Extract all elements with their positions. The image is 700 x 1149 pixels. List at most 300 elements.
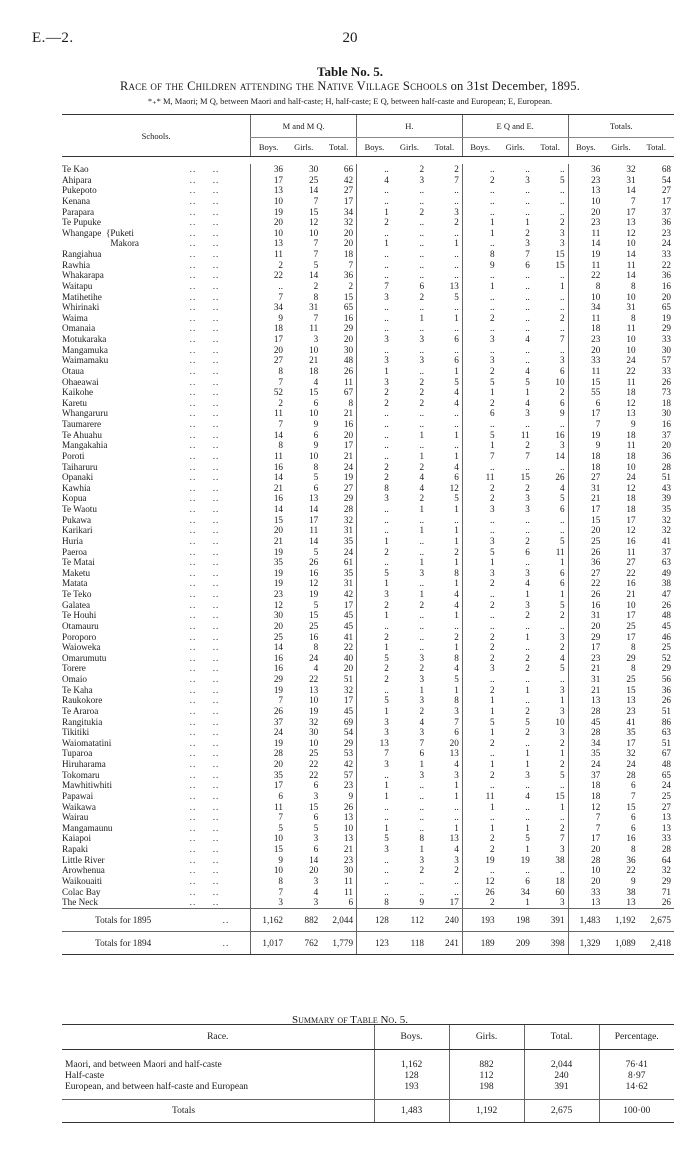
table-row bbox=[62, 525, 674, 536]
cell-value: .. bbox=[419, 344, 425, 355]
cell-value: 32 bbox=[661, 865, 671, 876]
cell-value: 29 bbox=[568, 632, 603, 643]
cell-value: 48 bbox=[661, 759, 671, 769]
cell-value: 7 bbox=[454, 716, 459, 727]
school-group-name: Whangape bbox=[62, 227, 102, 238]
cell-value: 35 bbox=[568, 748, 603, 759]
cell-value: 2 bbox=[454, 865, 459, 876]
cell-value: 4 bbox=[313, 376, 319, 387]
cell-value: 17 bbox=[309, 514, 319, 525]
page-number: 20 bbox=[342, 30, 358, 46]
cell-value: 7 bbox=[559, 334, 565, 344]
cell-value: 1 bbox=[454, 578, 459, 589]
cell-value: 23 bbox=[343, 854, 354, 865]
school-name: Te Matai bbox=[62, 557, 95, 568]
cell-value: 49 bbox=[661, 567, 671, 578]
cell-value: 9 bbox=[348, 790, 354, 801]
cell-value: 29 bbox=[661, 663, 671, 674]
cell-value: 1 bbox=[454, 684, 459, 695]
cell-value: 2 bbox=[357, 632, 392, 643]
cell-value: 20 bbox=[343, 238, 354, 249]
cell-value: 2 bbox=[419, 397, 425, 408]
leader-dots: .. .. bbox=[186, 493, 220, 504]
leader-dots: .. .. bbox=[186, 429, 220, 440]
cell-value: 2 bbox=[454, 631, 459, 642]
cell-value: 45 bbox=[343, 620, 354, 631]
cell-value: 63 bbox=[661, 557, 671, 568]
school-name: Te Waotu bbox=[62, 504, 97, 514]
table-row bbox=[62, 313, 674, 324]
cell-value: 17 bbox=[343, 195, 354, 206]
cell-value: 19 bbox=[251, 207, 286, 218]
cell-value: 2 bbox=[419, 164, 425, 174]
cell-value: 1 bbox=[462, 557, 497, 568]
cell-value: 1 bbox=[559, 801, 565, 812]
cell-value: 2,044 bbox=[321, 908, 356, 931]
cell-value: 7 bbox=[251, 812, 286, 823]
cell-value: 7 bbox=[251, 695, 286, 706]
cell-value: 51 bbox=[661, 737, 671, 748]
subheader-total: Total. bbox=[639, 138, 674, 157]
cell-value: 3 bbox=[559, 238, 565, 249]
cell-value: 1 bbox=[462, 217, 497, 228]
cell-value: 2 bbox=[525, 227, 530, 238]
cell-value: 37 bbox=[661, 206, 671, 217]
cell-value: 73 bbox=[661, 387, 671, 398]
cell-value: 3 bbox=[357, 493, 392, 504]
cell-value: 19 bbox=[661, 312, 671, 323]
cell-value: .. bbox=[419, 259, 425, 270]
cell-value: .. bbox=[454, 514, 459, 525]
cell-value: .. bbox=[559, 780, 565, 791]
cell-value: 118 bbox=[392, 931, 427, 954]
cell-value: 23 bbox=[568, 653, 603, 664]
leader-dots: .. bbox=[184, 931, 250, 954]
cell-value: 4 bbox=[419, 472, 425, 483]
school-name: Taumarere bbox=[62, 419, 102, 429]
cell-value: 33 bbox=[661, 334, 671, 344]
cell-value: 36 bbox=[661, 684, 671, 695]
cell-value: 7 bbox=[525, 249, 530, 259]
cell-value: 23 bbox=[568, 334, 603, 345]
cell-value: 12 bbox=[626, 525, 636, 536]
school-name: Te Teko bbox=[62, 589, 92, 599]
cell-value: 30 bbox=[343, 865, 354, 876]
leader-dots: .. .. bbox=[186, 865, 220, 876]
cell-value: 10 bbox=[626, 461, 636, 472]
cell-value: 69 bbox=[343, 716, 354, 727]
cell-value: .. bbox=[357, 164, 392, 175]
summary-row bbox=[62, 1082, 674, 1100]
cell-value: .. bbox=[357, 408, 392, 419]
cell-value: 882 bbox=[286, 908, 321, 931]
cell-value: 8 bbox=[454, 567, 459, 578]
cell-value: 29 bbox=[251, 674, 286, 685]
cell-value: 3 bbox=[419, 727, 425, 738]
summary-totals-label: Totals bbox=[62, 1100, 374, 1123]
cell-value: 34 bbox=[568, 738, 603, 749]
table-row bbox=[62, 440, 674, 451]
cell-value: 10 bbox=[251, 865, 286, 876]
cell-value: 2 bbox=[357, 387, 392, 398]
totals-label: Totals for 1895 bbox=[62, 908, 184, 931]
cell-value: 2 bbox=[462, 897, 497, 908]
cell-value: 25 bbox=[626, 674, 636, 684]
cell-value: 3 bbox=[462, 504, 497, 515]
cell-value: 15 bbox=[555, 249, 565, 259]
cell-value: 2 bbox=[454, 217, 459, 228]
school-name: Rapaki bbox=[62, 844, 89, 854]
cell-value: 17 bbox=[626, 737, 636, 748]
cell-value: 3 bbox=[251, 897, 286, 908]
cell-value: 33 bbox=[661, 833, 671, 844]
summary-header-race: Race. bbox=[62, 1025, 374, 1050]
cell-value: 18 bbox=[626, 429, 636, 440]
cell-value: 1,329 bbox=[568, 931, 603, 954]
school-name: Matihetihe bbox=[62, 291, 102, 302]
table-row bbox=[62, 600, 674, 611]
cell-value: .. bbox=[357, 865, 392, 876]
cell-value: 1 bbox=[462, 706, 497, 717]
cell-value: .. bbox=[357, 685, 392, 696]
cell-value: 5 bbox=[559, 599, 565, 610]
cell-value: 7 bbox=[454, 174, 459, 185]
cell-value: 3 bbox=[357, 355, 392, 366]
table-row bbox=[62, 462, 674, 473]
cell-value: 1 bbox=[357, 823, 392, 834]
cell-value: 3 bbox=[419, 652, 425, 663]
cell-value: 2 bbox=[419, 376, 425, 387]
cell-value: .. bbox=[462, 302, 497, 313]
cell-value: 5 bbox=[559, 769, 565, 780]
cell-value: 19 bbox=[520, 854, 530, 865]
cell-value: 25 bbox=[309, 620, 319, 631]
cell-value: 2 bbox=[525, 440, 530, 451]
cell-value: 41 bbox=[343, 631, 354, 642]
table-row bbox=[62, 345, 674, 356]
cell-value: .. bbox=[525, 812, 530, 823]
table-row bbox=[62, 876, 674, 887]
cell-value: .. bbox=[462, 238, 497, 249]
cell-value: 2 bbox=[462, 313, 497, 324]
cell-value: 28 bbox=[661, 461, 671, 472]
school-name: Te Pupuke bbox=[62, 217, 101, 228]
cell-value: 1 bbox=[525, 387, 530, 398]
cell-value: 4 bbox=[313, 663, 319, 674]
cell-value: 20 bbox=[568, 621, 603, 632]
cell-value: 16 bbox=[661, 280, 671, 291]
cell-value: .. bbox=[357, 440, 392, 451]
cell-value: 3 bbox=[559, 727, 565, 738]
cell-value: .. bbox=[357, 196, 392, 207]
cell-value: 9 bbox=[559, 408, 565, 419]
subheader-boys: Boys. bbox=[251, 138, 286, 157]
cell-value: 26 bbox=[251, 706, 286, 717]
school-name: Paeroa bbox=[62, 546, 87, 557]
school-name: Colac Bay bbox=[62, 886, 101, 897]
table-row bbox=[62, 334, 674, 345]
cell-value: 9 bbox=[313, 440, 319, 451]
cell-value: 1 bbox=[454, 525, 459, 536]
cell-value: .. bbox=[419, 822, 425, 833]
group-header-eqe: E Q and E. bbox=[462, 115, 568, 138]
leader-dots: .. .. bbox=[186, 514, 220, 525]
cell-value: .. bbox=[454, 419, 459, 429]
leader-dots: .. .. bbox=[186, 546, 220, 557]
cell-value: 4 bbox=[454, 759, 459, 769]
cell-value: 21 bbox=[626, 589, 636, 599]
page-code: E.—2. bbox=[32, 30, 74, 46]
leader-dots: .. .. bbox=[186, 769, 220, 780]
table-row bbox=[62, 185, 674, 196]
cell-value: 30 bbox=[343, 344, 354, 355]
cell-value: 10 bbox=[555, 376, 565, 387]
cell-value: 20 bbox=[309, 865, 319, 876]
cell-value: 17 bbox=[343, 440, 354, 451]
cell-value: .. bbox=[525, 780, 530, 791]
cell-value: 28 bbox=[568, 855, 603, 866]
cell-value: 11 bbox=[309, 525, 319, 536]
cell-value: 6 bbox=[454, 334, 459, 344]
cell-value: .. bbox=[462, 780, 497, 791]
cell-value: 13 bbox=[626, 408, 636, 419]
cell-value: 24 bbox=[626, 355, 636, 366]
cell-value: 7 bbox=[348, 259, 354, 270]
cell-value: 2 bbox=[419, 387, 425, 398]
cell-value: 11 bbox=[344, 886, 354, 897]
cell-value: 1 bbox=[454, 504, 459, 514]
cell-value: 3 bbox=[462, 355, 497, 366]
cell-value: 28 bbox=[568, 727, 603, 738]
cell-value: 6 bbox=[348, 897, 354, 908]
school-name: Waima bbox=[62, 312, 88, 323]
table-row bbox=[62, 472, 674, 483]
table-row bbox=[62, 621, 674, 632]
cell-value: .. bbox=[462, 462, 497, 473]
cell-value: 26 bbox=[568, 589, 603, 600]
cell-value: 27 bbox=[568, 472, 603, 483]
cell-value: 5 bbox=[525, 376, 530, 387]
cell-value: 16 bbox=[661, 419, 671, 429]
cell-value: .. bbox=[559, 674, 565, 684]
summary-race: Maori, and between Maori and half-caste bbox=[65, 1060, 222, 1070]
cell-value: 27 bbox=[661, 801, 671, 812]
school-name: Little River bbox=[62, 854, 105, 865]
cell-value: 12 bbox=[568, 802, 603, 813]
cell-value: 19 bbox=[309, 705, 319, 716]
summary-totals-pct: 100·00 bbox=[599, 1100, 674, 1123]
cell-value: 5 bbox=[313, 822, 319, 833]
cell-value: 8 bbox=[630, 844, 636, 854]
subheader-total: Total. bbox=[533, 138, 568, 157]
cell-value: .. bbox=[419, 227, 425, 238]
school-name: Mangakahia bbox=[62, 440, 108, 451]
cell-value: 5 bbox=[357, 653, 392, 664]
cell-value: 13 bbox=[626, 897, 636, 908]
cell-value: 7 bbox=[568, 419, 603, 430]
table-row bbox=[62, 196, 674, 207]
cell-value: 1 bbox=[357, 610, 392, 621]
school-name: Omanaia bbox=[62, 323, 96, 334]
cell-value: 15 bbox=[568, 377, 603, 388]
brace-glyph: { bbox=[106, 227, 111, 238]
cell-value: 30 bbox=[661, 408, 671, 419]
cell-value: 18 bbox=[661, 397, 671, 408]
cell-value: 19 bbox=[309, 589, 319, 599]
cell-value: 32 bbox=[626, 748, 636, 759]
leader-dots: .. .. bbox=[186, 355, 220, 366]
cell-value: .. bbox=[357, 419, 392, 430]
cell-value: 2 bbox=[462, 642, 497, 653]
cell-value: 20 bbox=[251, 217, 286, 228]
cell-value: 4 bbox=[525, 397, 530, 408]
cell-value: .. bbox=[357, 228, 392, 239]
cell-value: 32 bbox=[343, 217, 354, 228]
cell-value: 37 bbox=[661, 546, 671, 557]
cell-value: 3 bbox=[419, 674, 425, 684]
cell-value: 240 bbox=[427, 908, 462, 931]
summary-girls: 882 bbox=[449, 1050, 524, 1072]
cell-value: 14 bbox=[309, 535, 319, 546]
cell-value: 8 bbox=[630, 312, 636, 323]
cell-value: 11 bbox=[626, 440, 636, 451]
cell-value: .. bbox=[525, 865, 530, 876]
cell-value: 11 bbox=[626, 546, 636, 557]
cell-value: .. bbox=[525, 674, 530, 684]
cell-value: 31 bbox=[626, 302, 636, 313]
cell-value: .. bbox=[419, 535, 425, 546]
school-name: Omarumutu bbox=[62, 652, 107, 663]
cell-value: 2 bbox=[462, 653, 497, 664]
cell-value: 2 bbox=[559, 217, 565, 228]
cell-value: 123 bbox=[357, 931, 392, 954]
cell-value: 13 bbox=[251, 185, 286, 196]
table-row bbox=[62, 770, 674, 781]
cell-value: 9 bbox=[419, 897, 425, 908]
cell-value: 8 bbox=[454, 695, 459, 706]
cell-value: 1 bbox=[357, 706, 392, 717]
cell-value: 16 bbox=[555, 429, 565, 440]
cell-value: 37 bbox=[661, 429, 671, 440]
leader-dots: .. .. bbox=[186, 238, 220, 249]
table-row bbox=[62, 727, 674, 738]
cell-value: .. bbox=[419, 801, 425, 812]
cell-value: .. bbox=[419, 440, 425, 451]
cell-value: 6 bbox=[454, 355, 459, 366]
school-name: Te Houhi bbox=[62, 610, 97, 621]
cell-value: 15 bbox=[251, 515, 286, 526]
cell-value: .. bbox=[357, 249, 392, 260]
cell-value: .. bbox=[525, 291, 530, 302]
cell-value: 9 bbox=[313, 419, 319, 429]
cell-value: 5 bbox=[462, 717, 497, 728]
cell-value: .. bbox=[559, 195, 565, 206]
totals-label: Totals for 1894 bbox=[62, 931, 184, 954]
table-row bbox=[62, 557, 674, 568]
cell-value: 4 bbox=[525, 578, 530, 589]
cell-value: .. bbox=[357, 855, 392, 866]
cell-value: 12 bbox=[626, 397, 636, 408]
cell-value: 7 bbox=[630, 195, 636, 206]
cell-value: 3 bbox=[559, 705, 565, 716]
cell-value: 1 bbox=[419, 844, 425, 854]
cell-value: 1 bbox=[454, 365, 459, 376]
table-row bbox=[62, 504, 674, 515]
school-name: Kopua bbox=[62, 493, 87, 504]
cell-value: 6 bbox=[630, 822, 636, 833]
school-name: Te Kao bbox=[62, 164, 89, 174]
school-name: Waimamaku bbox=[62, 355, 109, 366]
cell-value: 16 bbox=[309, 567, 319, 578]
cell-value: .. bbox=[525, 323, 530, 334]
cell-value: 762 bbox=[286, 931, 321, 954]
table-row bbox=[62, 695, 674, 706]
cell-value: 3 bbox=[357, 844, 392, 855]
cell-value: 30 bbox=[661, 344, 671, 355]
school-name: Taiharuru bbox=[62, 461, 98, 472]
cell-value: 2 bbox=[251, 260, 286, 271]
cell-value: 57 bbox=[343, 769, 354, 780]
cell-value: 391 bbox=[533, 908, 568, 931]
cell-value: 7 bbox=[419, 737, 425, 748]
cell-value: .. bbox=[357, 621, 392, 632]
cell-value: .. bbox=[525, 302, 530, 313]
cell-value: 21 bbox=[343, 408, 354, 419]
cell-value: .. bbox=[357, 313, 392, 324]
cell-value: 2 bbox=[525, 705, 530, 716]
cell-value: 16 bbox=[568, 600, 603, 611]
cell-value: 6 bbox=[313, 482, 319, 493]
cell-value: .. bbox=[462, 812, 497, 823]
cell-value: 5 bbox=[454, 376, 459, 387]
cell-value: 13 bbox=[309, 684, 319, 695]
cell-value: 31 bbox=[343, 525, 354, 536]
cell-value: 12 bbox=[626, 482, 636, 493]
table-row bbox=[62, 653, 674, 664]
cell-value: 17 bbox=[661, 195, 671, 206]
cell-value: 3 bbox=[559, 227, 565, 238]
cell-value: 29 bbox=[626, 652, 636, 663]
school-name: Kenana bbox=[62, 195, 91, 206]
cell-value: 3 bbox=[462, 663, 497, 674]
leader-dots: .. .. bbox=[186, 397, 220, 408]
cell-value: 3 bbox=[357, 717, 392, 728]
cell-value: 47 bbox=[661, 589, 671, 599]
cell-value: 2 bbox=[462, 600, 497, 611]
cell-value: .. bbox=[559, 620, 565, 631]
cell-value: .. bbox=[419, 812, 425, 823]
cell-value: 2 bbox=[419, 865, 425, 876]
cell-value: 12 bbox=[309, 578, 319, 589]
table-row bbox=[62, 387, 674, 398]
school-name: Matata bbox=[62, 578, 88, 589]
cell-value: .. bbox=[462, 164, 497, 175]
table-row bbox=[62, 589, 674, 600]
cell-value: 32 bbox=[309, 716, 319, 727]
subheader-boys: Boys. bbox=[357, 138, 392, 157]
cell-value: 2 bbox=[462, 833, 497, 844]
cell-value: 5 bbox=[559, 174, 565, 185]
cell-value: 52 bbox=[251, 387, 286, 398]
cell-value: 4 bbox=[525, 365, 530, 376]
cell-value: 1 bbox=[419, 557, 425, 568]
cell-value: 54 bbox=[343, 727, 354, 738]
cell-value: .. bbox=[357, 525, 392, 536]
cell-value: 8 bbox=[357, 897, 392, 908]
cell-value: 36 bbox=[251, 164, 286, 175]
cell-value: 14 bbox=[251, 472, 286, 483]
cell-value: 241 bbox=[427, 931, 462, 954]
